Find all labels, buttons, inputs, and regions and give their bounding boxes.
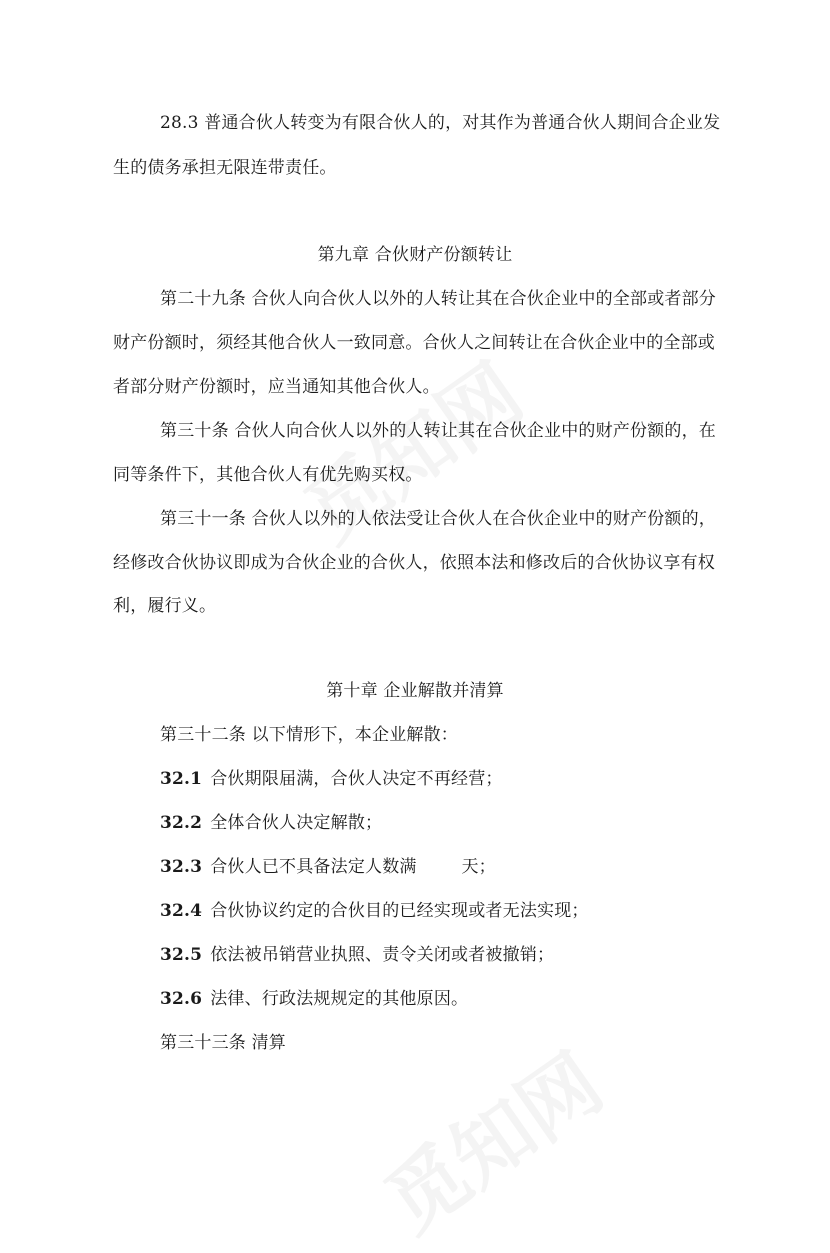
item-number: 32.2 — [160, 813, 203, 833]
item-text: 合伙协议约定的合伙目的已经实现或者无法实现； — [210, 901, 589, 921]
article-30-line-2: 同等条件下，其他合伙人有优先购买权。 — [113, 465, 423, 485]
item-number: 32.6 — [160, 989, 203, 1009]
chapter-10-title: 第十章 企业解散并清算 — [326, 681, 504, 701]
item-text: 法律、行政法规规定的其他原因。 — [210, 989, 469, 1009]
list-item — [160, 943, 554, 967]
article-29-line-3: 者部分财产份额时，应当通知其他合伙人。 — [113, 377, 440, 397]
article-33-title: 第三十三条 清算 — [160, 1033, 287, 1053]
article-30-line-1: 第三十条 合伙人向合伙人以外的人转让其在合伙企业中的财产份额的，在 — [160, 421, 717, 441]
list-item — [160, 899, 589, 923]
clause-28-3-line-1 — [160, 111, 720, 135]
list-item — [160, 811, 382, 835]
item-text: 合伙人已不具备法定人数满 天； — [210, 857, 496, 877]
clause-text: 普通合伙人转变为有限合伙人的，对其作为普通合伙人期间合企业发 — [204, 113, 721, 133]
article-32-intro: 第三十二条 以下情形下，本企业解散： — [160, 725, 459, 745]
article-29-line-2: 财产份额时，须经其他合伙人一致同意。合伙人之间转让在合伙企业中的全部或 — [113, 333, 715, 353]
watermark — [359, 1022, 622, 1253]
list-item — [160, 767, 503, 791]
item-number: 32.3 — [160, 857, 203, 877]
article-31-line-3: 利，履行义。 — [113, 596, 217, 616]
chapter-9-title: 第九章 合伙财产份额转让 — [317, 245, 513, 265]
clause-28-3-line-2: 生的债务承担无限连带责任。 — [113, 158, 337, 178]
item-text: 全体合伙人决定解散； — [210, 813, 383, 833]
item-number: 32.5 — [160, 945, 203, 965]
item-text: 依法被吊销营业执照、责令关闭或者被撤销； — [210, 945, 555, 965]
list-item — [160, 855, 496, 879]
item-number: 32.1 — [160, 769, 203, 789]
article-31-line-1: 第三十一条 合伙人以外的人依法受让合伙人在合伙企业中的财产份额的， — [160, 509, 717, 529]
item-text: 合伙期限届满，合伙人决定不再经营； — [210, 769, 503, 789]
article-31-line-2: 经修改合伙协议即成为合伙企业的合伙人，依照本法和修改后的合伙协议享有权 — [113, 553, 715, 573]
list-item — [160, 987, 468, 1011]
item-number: 32.4 — [160, 901, 203, 921]
clause-number: 28.3 — [160, 113, 199, 133]
article-29-line-1: 第二十九条 合伙人向合伙人以外的人转让其在合伙企业中的全部或者部分 — [160, 289, 717, 309]
